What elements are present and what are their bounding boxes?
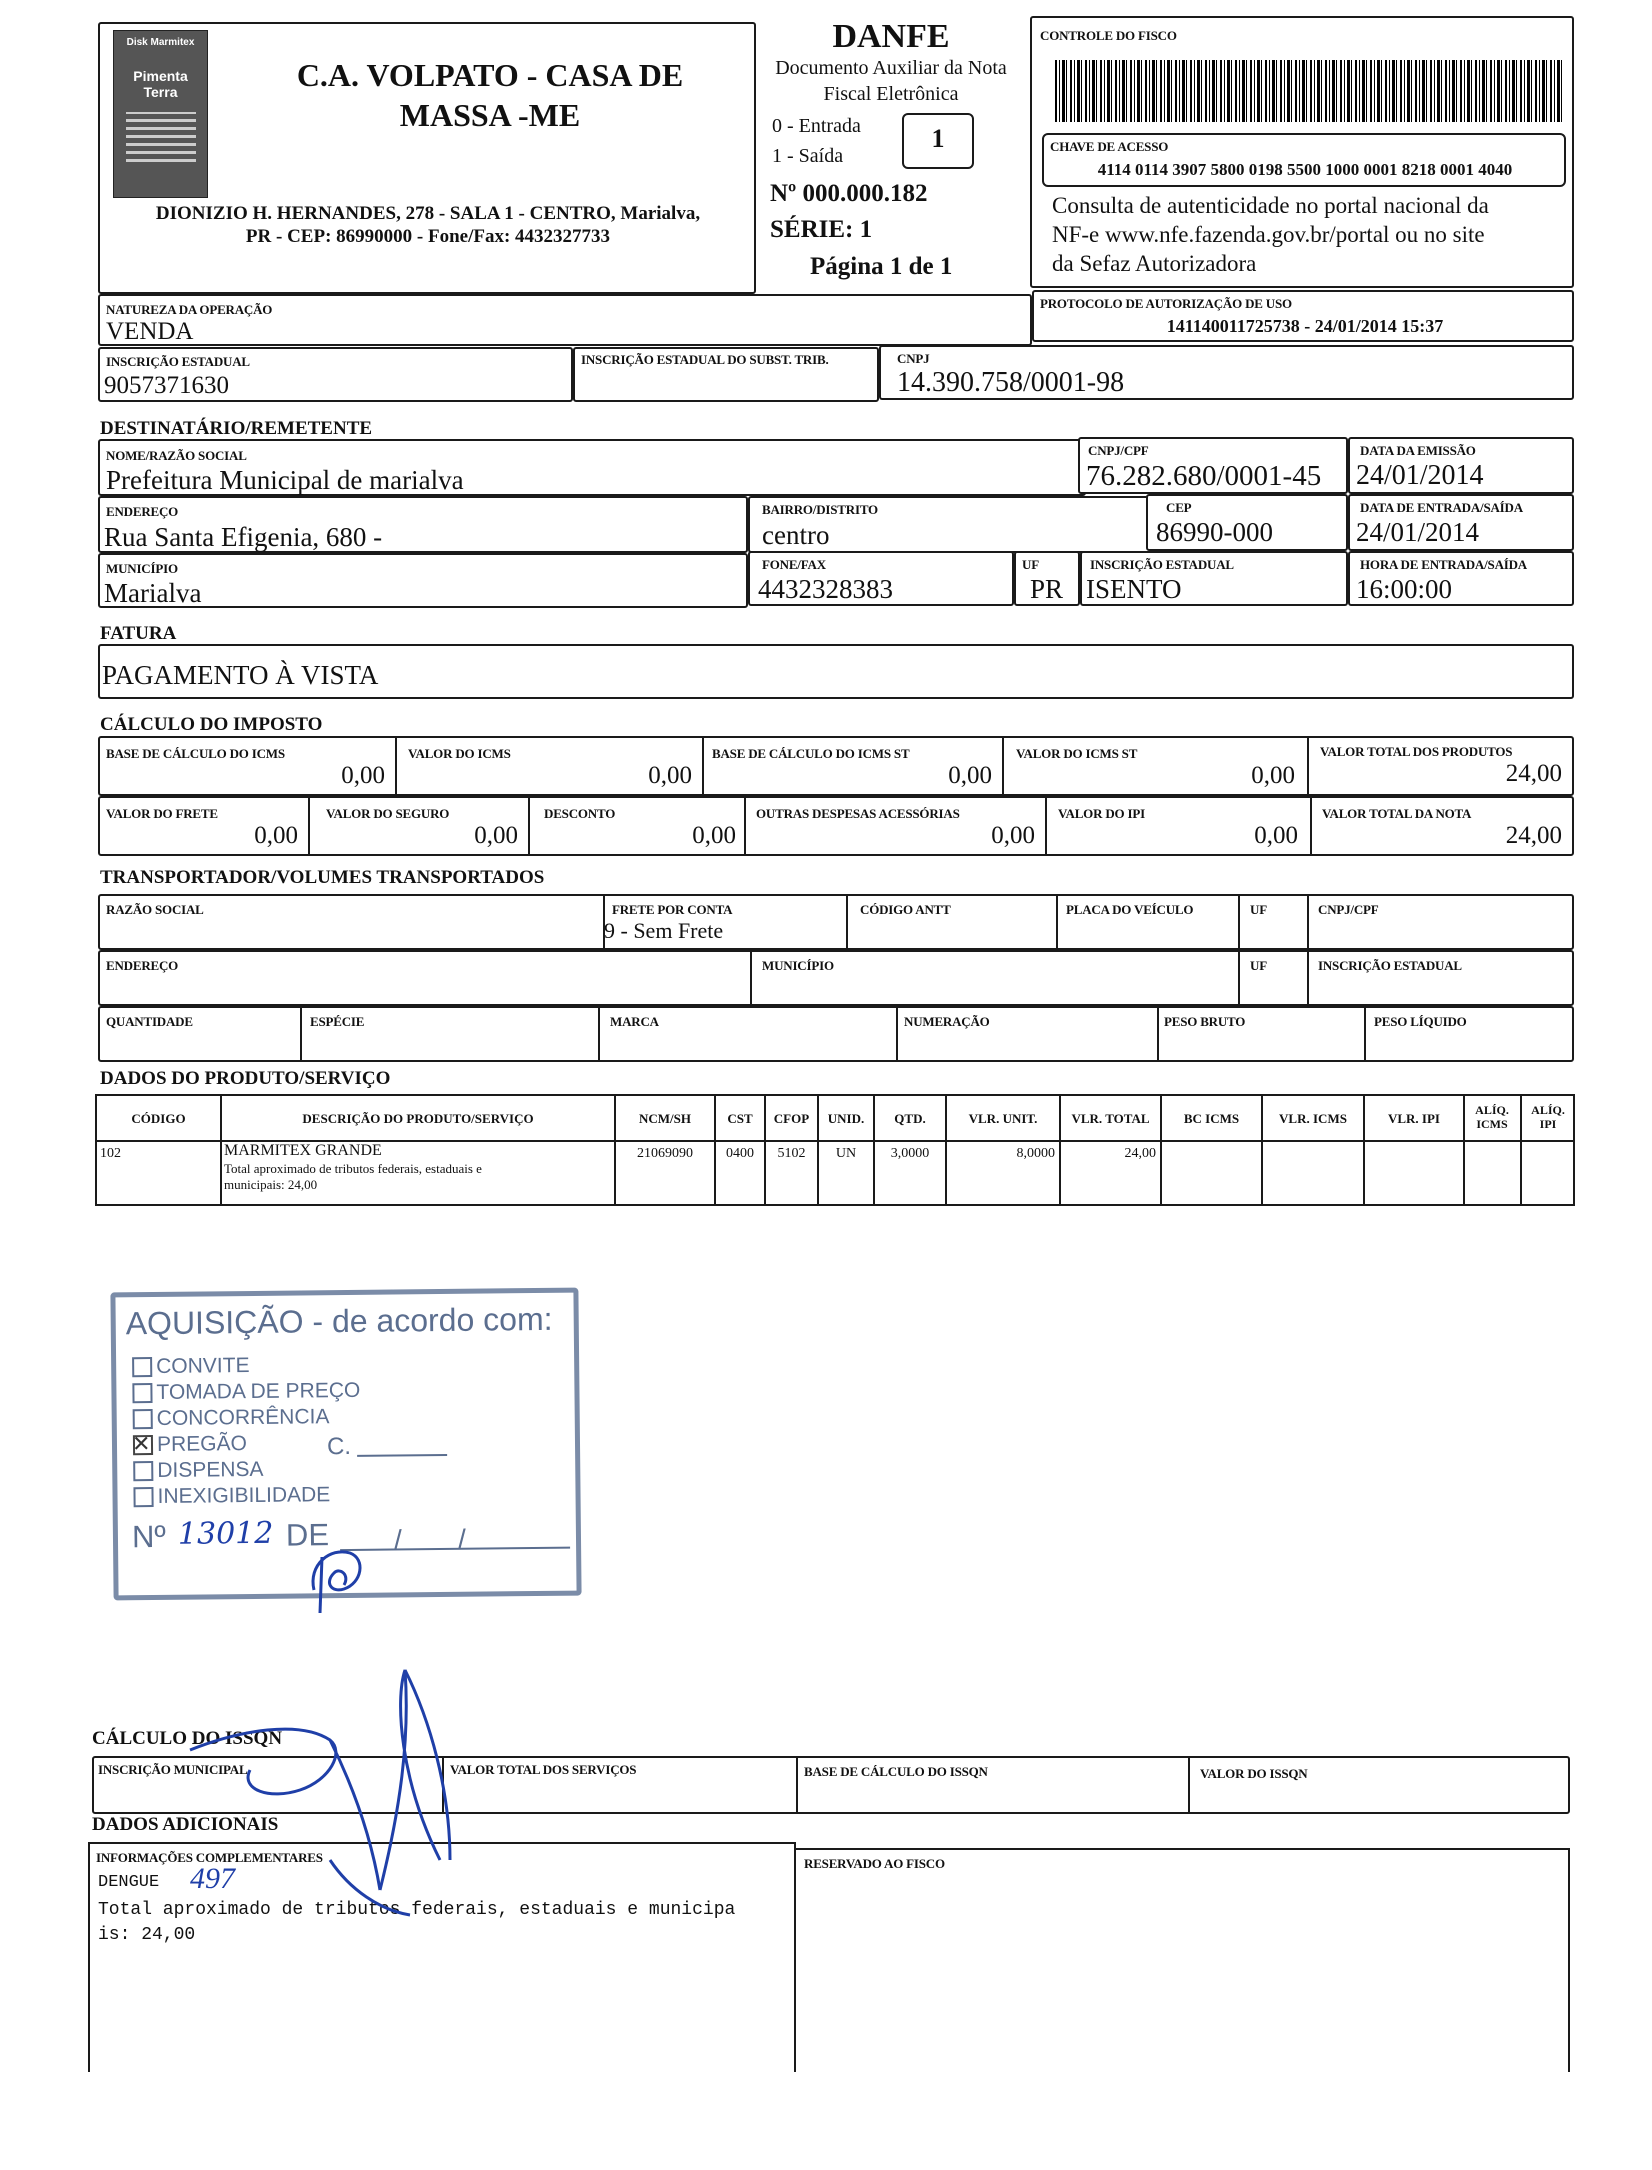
col-codigo: CÓDIGO	[131, 1111, 186, 1126]
natureza-label: NATUREZA DA OPERAÇÃO	[106, 302, 273, 317]
dest-entrada: 24/01/2014	[1356, 517, 1480, 547]
dest-municipio-label: MUNICÍPIO	[106, 561, 178, 576]
stamp-option-dispensa: DISPENSA	[133, 1458, 263, 1483]
dest-bairro-label: BAIRRO/DISTRITO	[762, 502, 878, 517]
item-codigo: 102	[100, 1146, 121, 1161]
produtos-section: DADOS DO PRODUTO/SERVIÇO	[100, 1068, 391, 1089]
dest-ie-label: INSCRIÇÃO ESTADUAL	[1090, 557, 1234, 572]
protocolo-label: PROTOCOLO DE AUTORIZAÇÃO DE USO	[1040, 296, 1292, 311]
transp-ie-label: INSCRIÇÃO ESTADUAL	[1318, 958, 1462, 973]
transp-uf2-label: UF	[1250, 958, 1267, 973]
info-linha-2: is: 24,00	[98, 1925, 196, 1945]
bc-icms-st-value: 0,00	[948, 762, 992, 789]
issqn-section: CÁLCULO DO ISSQN	[92, 1728, 283, 1749]
vlr-icms-st-label: VALOR DO ICMS ST	[1016, 746, 1138, 761]
dest-bairro: centro	[762, 520, 830, 550]
frete-value: 0,00	[254, 822, 298, 849]
danfe-title: DANFE	[832, 18, 950, 55]
vlr-icms-label: VALOR DO ICMS	[408, 746, 511, 761]
natureza-value: VENDA	[106, 318, 194, 345]
stamp-de-label: DE	[285, 1517, 330, 1553]
protocolo-value: 141140011725738 - 24/01/2014 15:37	[1166, 316, 1444, 336]
transp-uf-label: UF	[1250, 902, 1267, 917]
transp-numeracao-label: NUMERAÇÃO	[904, 1014, 990, 1029]
info-dengue-handwritten: 497	[190, 1862, 235, 1895]
transp-cnpj-label: CNPJ/CPF	[1318, 902, 1379, 917]
seguro-value: 0,00	[474, 822, 518, 849]
dest-emissao-label: DATA DA EMISSÃO	[1360, 443, 1476, 458]
dest-cep: 86990-000	[1156, 517, 1273, 547]
issqn-base-label: BASE DE CÁLCULO DO ISSQN	[804, 1764, 988, 1779]
transp-liquido-label: PESO LÍQUIDO	[1374, 1014, 1467, 1029]
transp-qtd-label: QUANTIDADE	[106, 1014, 193, 1029]
logo-text-1: Disk Marmitex	[126, 37, 195, 48]
ie-value: 9057371630	[104, 372, 229, 399]
ipi-label: VALOR DO IPI	[1058, 806, 1145, 821]
adicionais-section: DADOS ADICIONAIS	[92, 1814, 279, 1835]
reservado-fisco-label: RESERVADO AO FISCO	[804, 1856, 945, 1871]
logo-text-3: Terra	[143, 84, 178, 100]
vlr-icms-st-value: 0,00	[1251, 762, 1295, 789]
col-qtd: QTD.	[894, 1111, 926, 1126]
col-vlr-unit: VLR. UNIT.	[968, 1111, 1038, 1126]
stamp-initials-signature	[300, 1535, 380, 1615]
stamp-numero-prefix: Nº	[131, 1518, 166, 1555]
frete-label: VALOR DO FRETE	[106, 806, 218, 821]
col-vlr-ipi: VLR. IPI	[1387, 1111, 1440, 1126]
item-ncm: 21069090	[637, 1146, 693, 1161]
chave-acesso: 4114 0114 3907 5800 0198 5500 1000 0001 8218 0001 4040	[1097, 160, 1513, 179]
cnpj-value: 14.390.758/0001-98	[897, 367, 1125, 398]
logo-text-2: Pimenta	[133, 68, 188, 84]
transp-marca-label: MARCA	[610, 1014, 659, 1029]
dest-uf: PR	[1030, 574, 1064, 604]
item-descricao: MARMITEX GRANDE	[224, 1142, 382, 1159]
barcode	[1055, 60, 1565, 122]
bc-icms-value: 0,00	[341, 762, 385, 789]
transp-endereco-label: ENDEREÇO	[106, 958, 179, 973]
vlr-icms-value: 0,00	[648, 762, 692, 789]
vlr-total-nota-label: VALOR TOTAL DA NOTA	[1322, 806, 1472, 821]
dest-fone: 4432328383	[758, 574, 893, 604]
emitente-address-2: PR - CEP: 86990000 - Fone/Fax: 4432327733	[245, 226, 611, 247]
col-cfop: CFOP	[773, 1111, 810, 1126]
consulta-line-1: Consulta de autenticidade no portal nacional da	[1052, 193, 1489, 218]
item-cfop: 5102	[777, 1146, 806, 1161]
stamp-title: AQUISIÇÃO - de acordo com:	[125, 1300, 553, 1342]
imposto-section: CÁLCULO DO IMPOSTO	[100, 714, 323, 735]
emitente-address-1: DIONIZIO H. HERNANDES, 278 - SALA 1 - CENTRO, Marialva,	[155, 203, 701, 224]
dest-municipio: Marialva	[104, 578, 202, 608]
stamp-c-label: C.	[326, 1432, 352, 1461]
transp-bruto-label: PESO BRUTO	[1164, 1014, 1246, 1029]
ie-st-label: INSCRIÇÃO ESTADUAL DO SUBST. TRIB.	[581, 352, 829, 367]
dest-cnpj: 76.282.680/0001-45	[1086, 460, 1322, 492]
consulta-line-3: da Sefaz Autorizadora	[1052, 251, 1257, 276]
item-desc-extra-1: Total aproximado de tributos federais, estaduais e	[224, 1161, 482, 1176]
dest-cnpj-label: CNPJ/CPF	[1088, 443, 1149, 458]
fatura-section: FATURA	[100, 623, 177, 644]
chave-acesso-label: CHAVE DE ACESSO	[1050, 139, 1169, 154]
stamp-option-pregao: ✕ PREGÃO	[131, 1431, 247, 1457]
issqn-valor-label: VALOR DO ISSQN	[1200, 1766, 1308, 1781]
danfe-tipo: 1	[931, 124, 945, 153]
danfe-serie: SÉRIE: 1	[770, 216, 873, 243]
item-unid: UN	[835, 1146, 857, 1161]
bc-icms-st-label: BASE DE CÁLCULO DO ICMS ST	[712, 746, 910, 761]
outras-label: OUTRAS DESPESAS ACESSÓRIAS	[756, 806, 960, 821]
col-ncm: NCM/SH	[639, 1111, 691, 1126]
desconto-value: 0,00	[692, 822, 736, 849]
ie-label: INSCRIÇÃO ESTADUAL	[106, 354, 250, 369]
transp-frete: 9 - Sem Frete	[604, 918, 724, 943]
ipi-value: 0,00	[1254, 822, 1298, 849]
col-vlr-total: VLR. TOTAL	[1071, 1111, 1150, 1126]
bc-icms-label: BASE DE CÁLCULO DO ICMS	[106, 746, 285, 761]
item-qtd: 3,0000	[890, 1146, 930, 1161]
info-complementares-label: INFORMAÇÕES COMPLEMENTARES	[96, 1850, 323, 1865]
dest-hora: 16:00:00	[1356, 574, 1453, 604]
dest-uf-label: UF	[1022, 557, 1039, 572]
item-cst: 0400	[726, 1146, 754, 1161]
danfe-saida: 1 - Saída	[772, 145, 844, 167]
col-bc-icms: BC ICMS	[1183, 1111, 1240, 1126]
item-vlr-total: 24,00	[1124, 1146, 1156, 1161]
info-linha-1: Total aproximado de tributos federais, estaduais e municipa	[98, 1900, 736, 1920]
stamp-numero-handwritten: 13012	[177, 1515, 274, 1552]
fatura-texto: PAGAMENTO À VISTA	[102, 660, 379, 690]
cnpj-label: CNPJ	[897, 351, 930, 366]
seguro-label: VALOR DO SEGURO	[326, 806, 450, 821]
reservado-fisco-box	[796, 1848, 1570, 2072]
danfe-numero: Nº 000.000.182	[770, 180, 928, 207]
item-desc-extra-2: municipais: 24,00	[224, 1177, 318, 1192]
dest-cep-label: CEP	[1166, 500, 1192, 515]
col-aliq-icms: ALÍQ. ICMS	[1475, 1103, 1509, 1131]
dest-nome-label: NOME/RAZÃO SOCIAL	[106, 448, 247, 463]
imposto-row-2	[98, 796, 1574, 856]
dest-ie: ISENTO	[1086, 574, 1182, 604]
vlr-total-nota-value: 24,00	[1505, 822, 1562, 849]
info-dengue: DENGUE	[98, 1873, 160, 1892]
outras-value: 0,00	[991, 822, 1035, 849]
transp-placa-label: PLACA DO VEÍCULO	[1066, 902, 1194, 917]
aquisicao-stamp: AQUISIÇÃO - de acordo com: CONVITE TOMADA DE PREÇO CONCORRÊNCIA ✕ PREGÃO C. DISPENSA INEXIGIBILIDADE Nº 13012 DE / /	[110, 1288, 581, 1601]
danfe-subtitle-1: Documento Auxiliar da Nota	[775, 57, 1007, 79]
col-unid: UNID.	[827, 1111, 865, 1126]
transp-antt-label: CÓDIGO ANTT	[860, 902, 951, 917]
col-cst: CST	[727, 1111, 753, 1126]
dest-entrada-label: DATA DE ENTRADA/SAÍDA	[1360, 500, 1523, 515]
col-vlr-icms: VLR. ICMS	[1279, 1111, 1347, 1126]
dest-endereco: Rua Santa Efigenia, 680 -	[104, 522, 383, 552]
handwritten-signature	[180, 1660, 500, 1920]
dest-emissao: 24/01/2014	[1356, 460, 1484, 491]
stamp-option-concorrencia: CONCORRÊNCIA	[133, 1405, 330, 1431]
company-logo	[113, 30, 208, 198]
desconto-label: DESCONTO	[544, 806, 616, 821]
stamp-option-inexigibilidade: INEXIGIBILIDADE	[133, 1483, 330, 1509]
dest-fone-label: FONE/FAX	[762, 557, 826, 572]
transp-especie-label: ESPÉCIE	[310, 1014, 365, 1029]
transp-razao-label: RAZÃO SOCIAL	[106, 902, 204, 917]
dest-hora-label: HORA DE ENTRADA/SAÍDA	[1360, 557, 1527, 572]
danfe-pagina: Página 1 de 1	[810, 253, 953, 280]
stamp-option-tomada: TOMADA DE PREÇO	[132, 1379, 360, 1405]
issqn-servicos-label: VALOR TOTAL DOS SERVIÇOS	[450, 1762, 637, 1777]
controle-fisco-label: CONTROLE DO FISCO	[1040, 28, 1177, 43]
destinatario-section: DESTINATÁRIO/REMETENTE	[100, 418, 373, 439]
stamp-option-convite: CONVITE	[132, 1354, 250, 1379]
transp-municipio-label: MUNICÍPIO	[762, 958, 834, 973]
consulta-line-2: NF-e www.nfe.fazenda.gov.br/portal ou no site	[1052, 222, 1485, 247]
danfe-subtitle-2: Fiscal Eletrônica	[823, 83, 959, 105]
emitente-name: C.A. VOLPATO - CASA DE MASSA -ME	[296, 57, 684, 133]
transp-frete-label: FRETE POR CONTA	[612, 902, 733, 917]
vlr-total-produtos-value: 24,00	[1505, 760, 1562, 787]
col-aliq-ipi: ALÍQ. IPI	[1531, 1103, 1565, 1131]
transportador-section: TRANSPORTADOR/VOLUMES TRANSPORTADOS	[100, 867, 545, 888]
vlr-total-produtos-label: VALOR TOTAL DOS PRODUTOS	[1320, 744, 1513, 759]
dest-endereco-label: ENDEREÇO	[106, 504, 179, 519]
issqn-im-label: INSCRIÇÃO MUNICIPAL	[98, 1762, 248, 1777]
item-vlr-unit: 8,0000	[1016, 1146, 1055, 1161]
dest-nome: Prefeitura Municipal de marialva	[106, 465, 464, 495]
danfe-entrada: 0 - Entrada	[772, 115, 861, 137]
col-descricao: DESCRIÇÃO DO PRODUTO/SERVIÇO	[302, 1111, 534, 1126]
